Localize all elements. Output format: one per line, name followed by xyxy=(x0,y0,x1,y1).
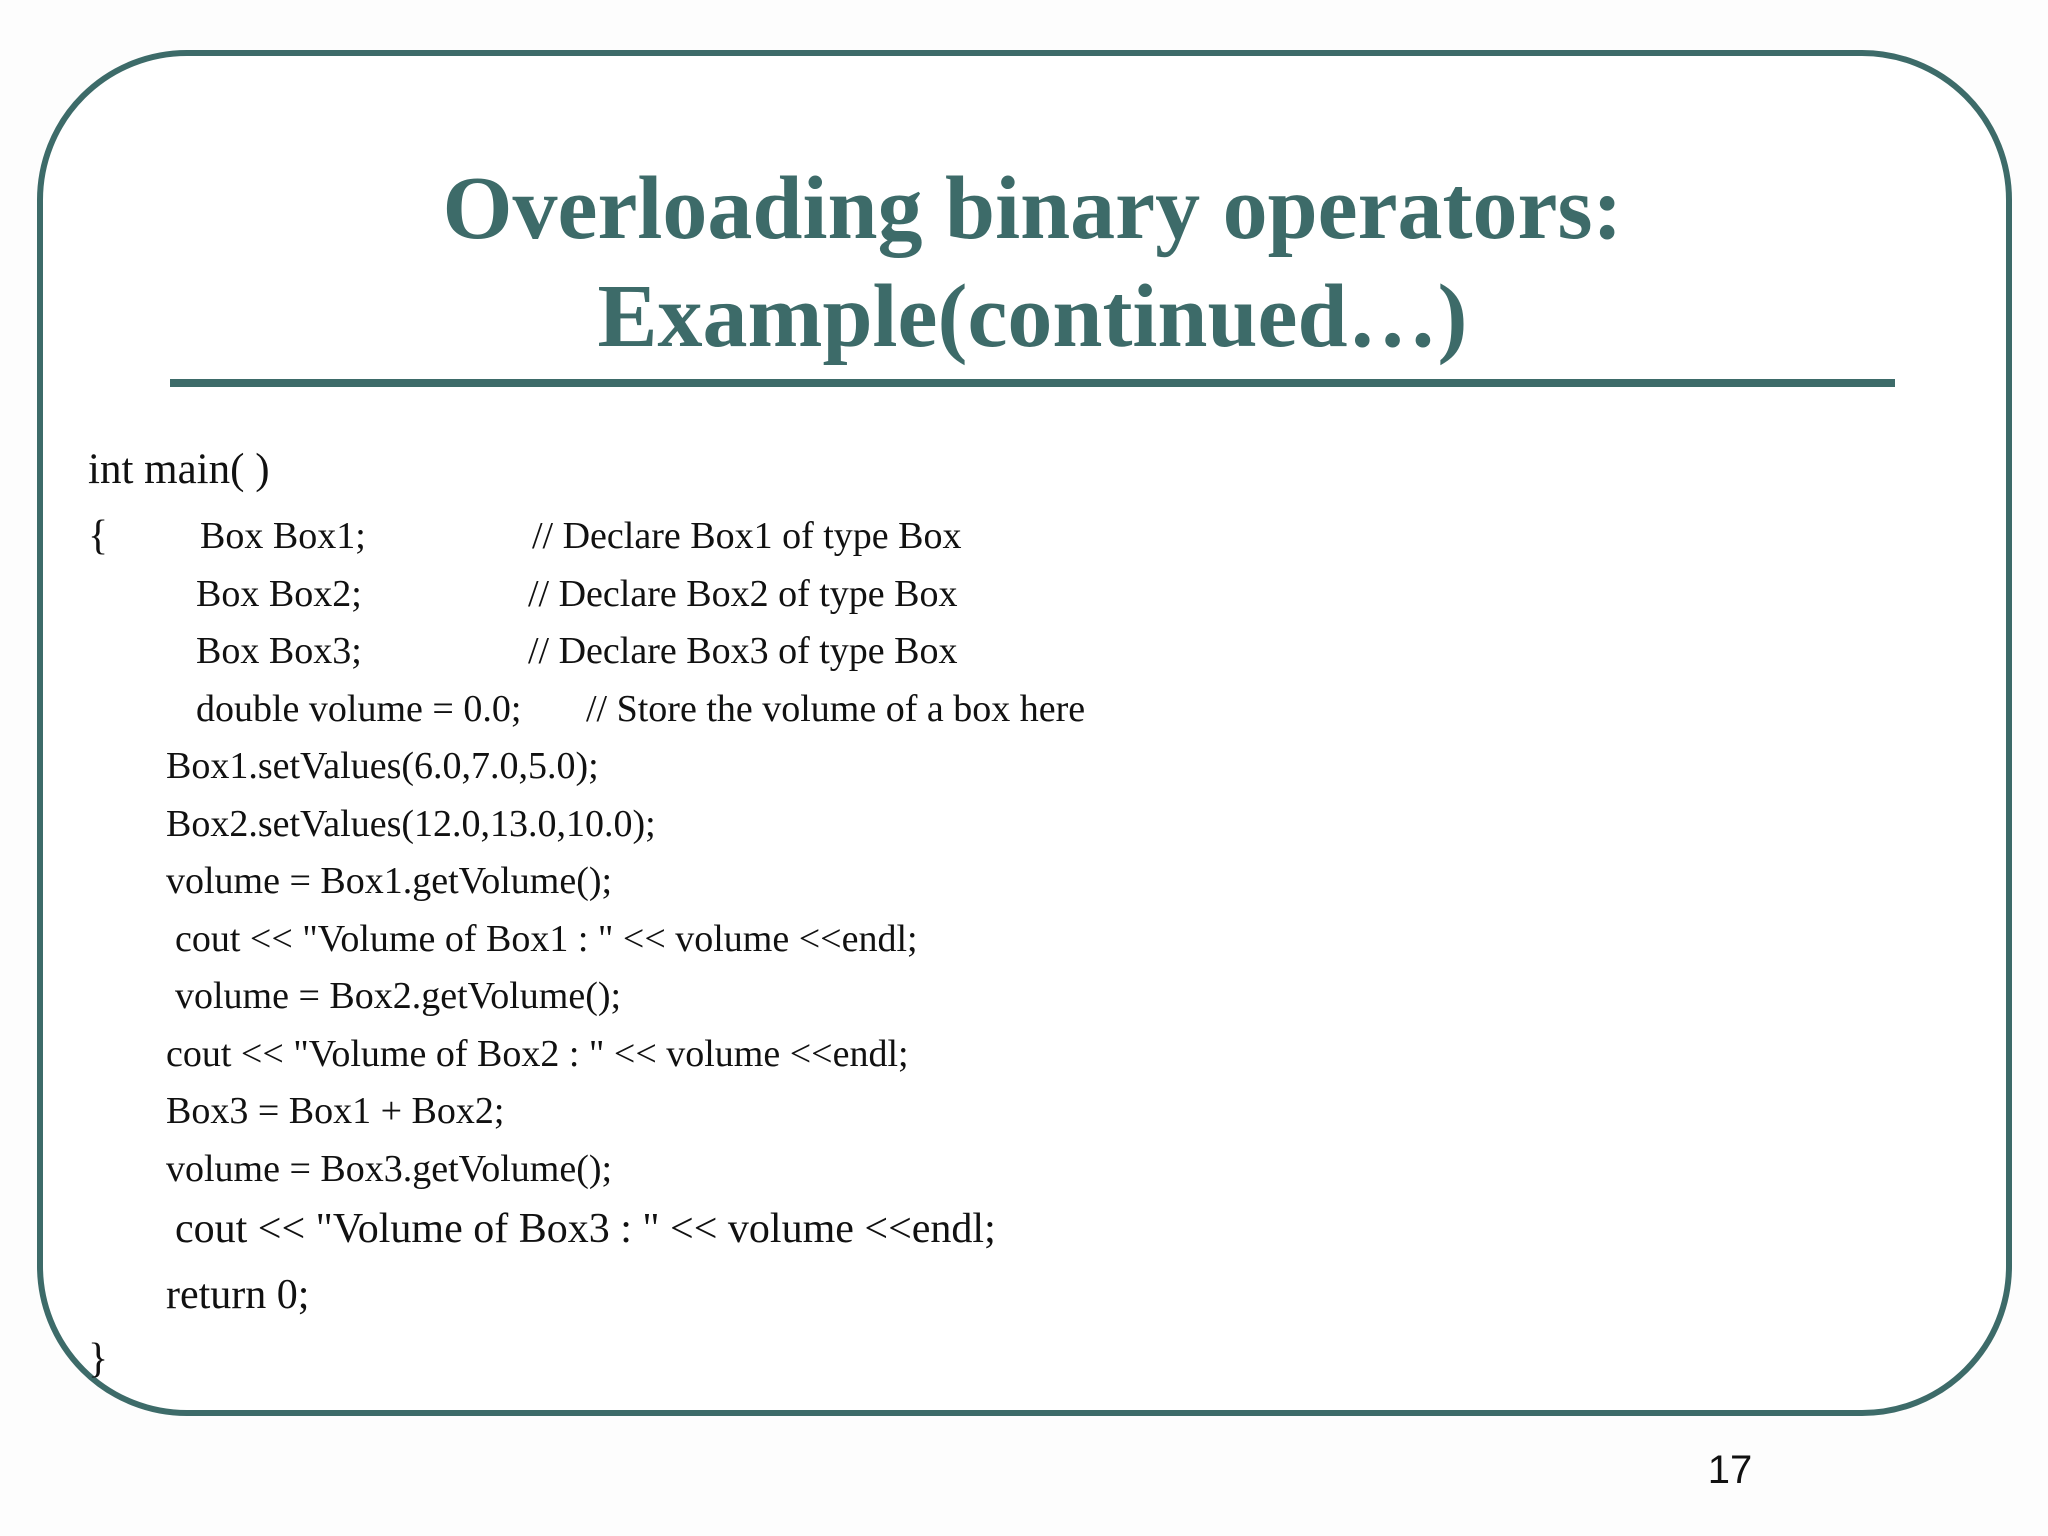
code-comment-volume: // Store the volume of a box here xyxy=(586,688,1086,730)
code-decl-box3: Box Box3; xyxy=(196,630,362,672)
code-open-brace: { xyxy=(88,513,109,559)
code-close-brace: } xyxy=(88,1336,109,1382)
code-decl-box2: Box Box2; xyxy=(196,573,362,615)
code-get-volume-box3: volume = Box3.getVolume(); xyxy=(166,1148,613,1190)
slide-title xyxy=(170,155,1895,371)
code-comment-box2: // Declare Box2 of type Box xyxy=(528,573,958,615)
code-cout-box3: cout << "Volume of Box3 : " << volume <<endl; xyxy=(175,1206,996,1252)
code-comment-box1: // Declare Box1 of type Box xyxy=(532,515,962,557)
code-decl-box1: Box Box1; xyxy=(200,515,366,557)
code-get-volume-box1: volume = Box1.getVolume(); xyxy=(166,860,613,902)
code-return: return 0; xyxy=(166,1272,310,1318)
title-line-1: Overloading binary operators: xyxy=(442,159,1623,258)
title-line-2: Example(continued…) xyxy=(597,267,1468,366)
code-decl-volume: double volume = 0.0; xyxy=(196,688,522,730)
code-comment-box3: // Declare Box3 of type Box xyxy=(528,630,958,672)
code-cout-box2: cout << "Volume of Box2 : " << volume <<endl; xyxy=(166,1033,909,1075)
code-main-signature: int main( ) xyxy=(88,446,270,493)
code-set-box1: Box1.setValues(6.0,7.0,5.0); xyxy=(166,745,599,787)
code-cout-box1: cout << "Volume of Box1 : " << volume <<endl; xyxy=(175,918,918,960)
code-add-boxes: Box3 = Box1 + Box2; xyxy=(166,1090,505,1132)
code-set-box2: Box2.setValues(12.0,13.0,10.0); xyxy=(166,803,656,845)
code-get-volume-box2: volume = Box2.getVolume(); xyxy=(175,975,622,1017)
page-number: 17 xyxy=(1707,1448,1753,1492)
title-divider xyxy=(170,379,1895,387)
